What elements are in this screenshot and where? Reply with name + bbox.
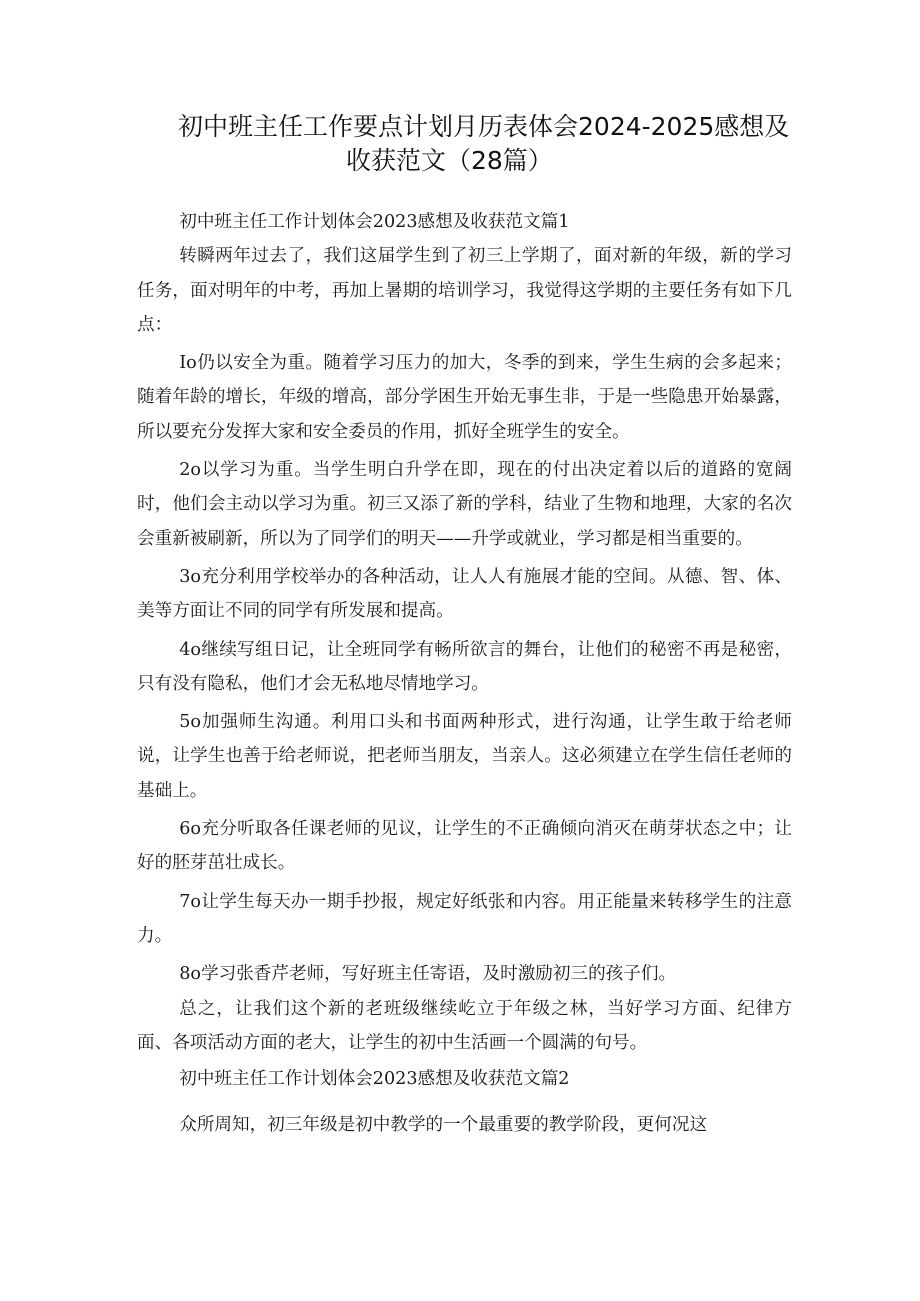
document-body: [137, 205, 792, 1143]
paragraph-item-8: 8o学习张香芹老师，写好班主任寄语，及时激励初三的孩子们。: [179, 964, 677, 985]
paragraph-section-2-start: 众所周知，初三年级是初中教学的一个最重要的教学阶段，更何况这: [179, 1115, 708, 1136]
paragraph-item-5: 5o加强师生沟通。利用口头和书面两种形式，进行沟通，让学生敢于给老师说，让学生也善于给老师说，把老师当朋友，当亲人。这必须建立在学生信任老师的基础上。: [137, 712, 792, 801]
paragraph-item-4: 4o继续写组日记，让全班同学有畅所欲言的舞台，让他们的秘密不再是秘密，只有没有隐私，他们才会无私地尽情地学习。: [137, 639, 792, 694]
paragraph-item-6: 6o充分听取各任课老师的见议，让学生的不正确倾向消灭在萌芽状态之中；让好的胚芽茁壮成长。: [137, 819, 792, 874]
title-line-2: 收获范文（28篇）: [346, 146, 553, 175]
paragraph-item-7: 7o让学生每天办一期手抄报，规定好纸张和内容。用正能量来转移学生的注意力。: [137, 891, 792, 946]
paragraph-intro: 转瞬两年过去了，我们这届学生到了初三上学期了，面对新的年级，新的学习任务，面对明年的中考，再加上暑期的培训学习，我觉得这学期的主要任务有如下几点：: [137, 246, 792, 335]
title-line-1: 初中班主任工作要点计划月历表体会2024-2025感想及: [178, 112, 790, 141]
paragraph-conclusion: 总之，让我们这个新的老班级继续屹立于年级之林，当好学习方面、纪律方面、各项活动方面的老大，让学生的初中生活画一个圆满的句号。: [137, 998, 792, 1053]
document-title: [178, 110, 798, 178]
section-heading-1: 初中班主任工作计划体会2023感想及收获范文篇1: [179, 212, 570, 232]
paragraph-item-1: Io仍以安全为重。随着学习压力的加大，冬季的到来，学生生病的会多起来；随着年龄的增长，年级的增高，部分学困生开始无事生非，于是一些隐患开始暴露，所以要充分发挥大家和安全委员的作用，抓好全班学生的安全。: [137, 353, 792, 442]
section-heading-2: 初中班主任工作计划体会2023感想及收获范文篇2: [179, 1069, 570, 1090]
paragraph-item-3: 3o充分利用学校举办的各种活动，让人人有施展才能的空间。从德、智、体、美等方面让不同的同学有所发展和提高。: [137, 566, 792, 622]
paragraph-item-2: 2o以学习为重。当学生明白升学在即，现在的付出决定着以后的道路的宽阔时，他们会主动以学习为重。初三又添了新的学科，结业了生物和地理，大家的名次会重新被刷新，所以为了同学们的明天——升学或就业，学习都是相当重要的。: [137, 460, 792, 549]
